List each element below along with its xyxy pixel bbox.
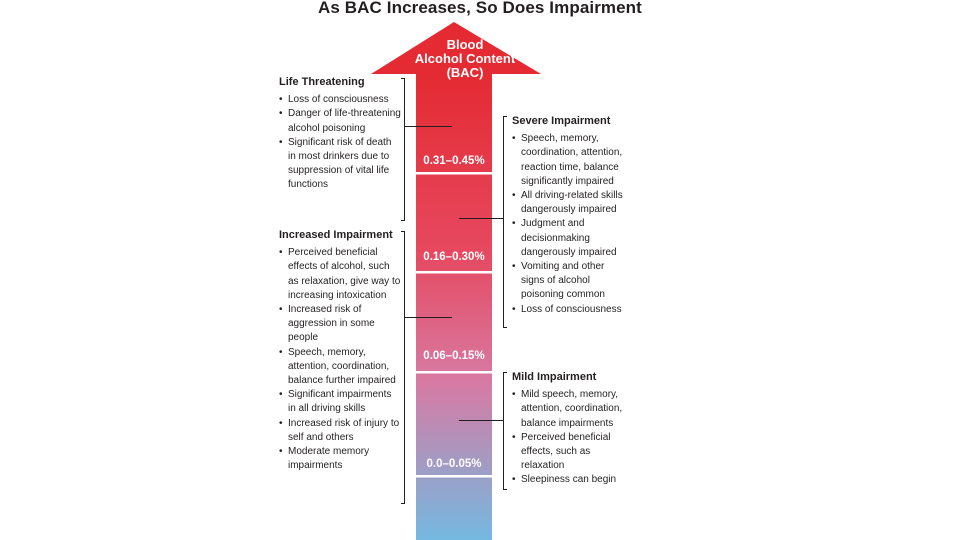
- block-heading: Life Threatening: [279, 76, 365, 88]
- bullet-item: • Speech, memory, coordination, attention, reaction time, balance significantly impaired: [512, 132, 630, 189]
- arrow-label-line: Alcohol Content: [414, 51, 516, 66]
- bullet-list: [279, 246, 401, 473]
- bullet-item: • Loss of consciousness: [279, 93, 401, 107]
- bullet-item: • Significant impairments in all driving skills: [279, 388, 401, 416]
- bullet-item: • Judgment and decisionmaking dangerously impaired: [512, 217, 630, 260]
- bullet-item: • Increased risk of aggression in some people: [279, 303, 401, 346]
- bracket-connector: [459, 420, 503, 421]
- bullet-item: • All driving-related skills dangerously impaired: [512, 189, 630, 217]
- bullet-item: • Mild speech, memory, attention, coordination, balance impairments: [512, 388, 630, 431]
- bracket-connector: [459, 218, 503, 219]
- severe-impairment-bracket: [503, 116, 507, 328]
- mild-impairment-bracket: [503, 372, 507, 490]
- bullet-item: • Perceived beneficial effects of alcohol, such as relaxation, give way to increasing intoxication: [279, 246, 401, 303]
- block-heading: Severe Impairment: [512, 115, 611, 127]
- bullet-item: • Speech, memory, attention, coordination, balance further impaired: [279, 346, 401, 389]
- bullet-item: • Loss of consciousness: [512, 303, 630, 317]
- range-label: 0.0–0.05%: [426, 458, 482, 470]
- bullet-item: • Perceived beneficial effects, such as relaxation: [512, 431, 630, 474]
- severe-impairment-block: [512, 114, 630, 317]
- range-label: 0.31–0.45%: [423, 155, 485, 167]
- bullet-item: • Increased risk of injury to self and others: [279, 417, 401, 445]
- increased-impairment-block: [279, 228, 401, 473]
- bullet-item: • Danger of life-threatening alcohol poisoning: [279, 107, 401, 135]
- life-threatening-block: [279, 75, 401, 193]
- bracket-connector: [404, 317, 452, 318]
- bullet-item: • Sleepiness can begin: [512, 473, 630, 487]
- arrow-label-line: (BAC): [446, 65, 484, 80]
- bullet-item: • Moderate memory impairments: [279, 445, 401, 473]
- bullet-list: [512, 388, 630, 487]
- bracket-connector: [404, 126, 452, 127]
- arrow-label: [390, 38, 540, 80]
- life-threatening-bracket: [401, 78, 405, 221]
- increased-impairment-bracket: [401, 231, 405, 504]
- block-heading: Increased Impairment: [279, 229, 393, 241]
- diagram-title: As BAC Increases, So Does Impairment: [318, 0, 642, 17]
- bullet-item: • Significant risk of death in most drinkers due to suppression of vital life functions: [279, 136, 401, 193]
- bullet-list: [279, 93, 401, 192]
- arrow-label-line: Blood: [446, 37, 484, 52]
- range-divider: [416, 371, 492, 374]
- range-divider: [416, 271, 492, 274]
- block-heading: Mild Impairment: [512, 371, 597, 383]
- range-label: 0.16–0.30%: [423, 251, 485, 263]
- bullet-item: • Vomiting and other signs of alcohol poisoning common: [512, 260, 630, 303]
- range-label: 0.06–0.15%: [423, 350, 485, 362]
- bullet-list: [512, 132, 630, 317]
- mild-impairment-block: [512, 370, 630, 488]
- range-divider: [416, 172, 492, 175]
- range-divider: [416, 475, 492, 478]
